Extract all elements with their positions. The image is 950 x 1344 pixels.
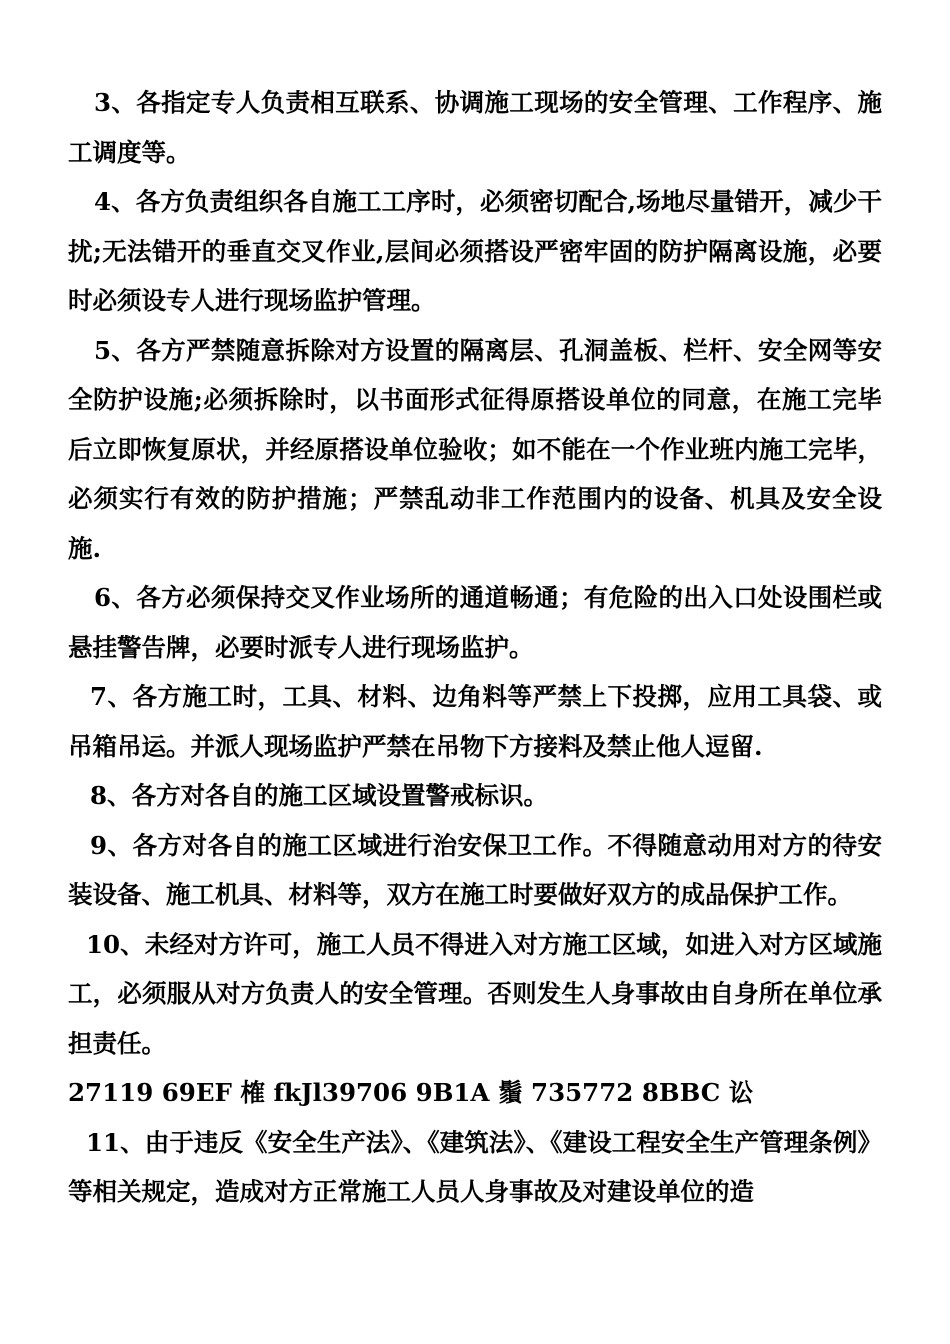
document-page <box>68 78 882 1217</box>
paragraph-item-3: 3、各指定专人负责相互联系、协调施工现场的安全管理、工作程序、施工调度等。 <box>68 88 882 167</box>
paragraph-item-7: 7、各方施工时，工具、材料、边角料等严禁上下投掷，应用工具袋、或吊箱吊运。并派人现场监护严禁在吊物下方接料及禁止他人逗留. <box>68 682 882 761</box>
paragraph-item-10: 10、未经对方许可，施工人员不得进入对方施工区域，如进入对方区域施工，必须服从对方负责人的安全管理。否则发生人身事故由自身所在单位承担责任。 <box>68 929 882 1058</box>
paragraph-item-5: 5、各方严禁随意拆除对方设置的隔离层、孔洞盖板、栏杆、安全网等安全防护设施;必须拆除时，以书面形式征得原搭设单位的同意，在施工完毕后立即恢复原状，并经原搭设单位验收；如不能在一个作业班内施工完毕，必须实行有效的防护措施；严禁乱动非工作范围内的设备、机具及安全设施. <box>68 335 882 563</box>
paragraph-item-9: 9、各方对各自的施工区域进行治安保卫工作。不得随意动用对方的待安装设备、施工机具、材料等，双方在施工时要做好双方的成品保护工作。 <box>68 830 882 909</box>
paragraph-item-8: 8、各方对各自的施工区域设置警戒标识。 <box>90 781 549 810</box>
paragraph-item-4: 4、各方负责组织各自施工工序时，必须密切配合,场地尽量错开，减少干扰;无法错开的垂直交叉作业,层间必须搭设严密牢固的防护隔离设施，必要时必须设专人进行现场监护管理。 <box>68 187 882 315</box>
paragraph-item-6: 6、各方必须保持交叉作业场所的通道畅通；有危险的出入口处设围栏或悬挂警告牌，必要时派专人进行现场监护。 <box>68 583 882 662</box>
paragraph-item-11: 11、由于违反《安全生产法》、《建筑法》、《建设工程安全生产管理条例》等相关规定，造成对方正常施工人员人身事故及对建设单位的造 <box>68 1127 882 1206</box>
garbled-text-line: 27119 69EF 榷 fkJl39706 9B1A 鬚 735772 8BBC 讼 <box>68 1078 754 1107</box>
